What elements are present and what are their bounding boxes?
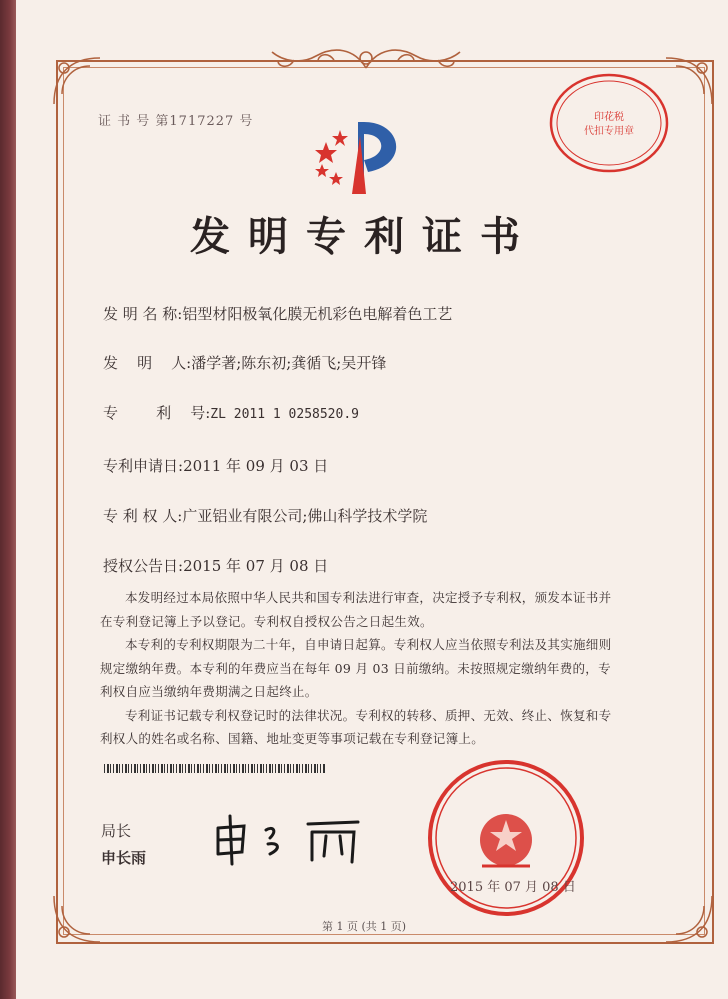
field-value: 2011 年 09 月 03 日 <box>183 457 329 475</box>
certificate-body <box>100 586 620 751</box>
body-paragraph: 专利证书记载专利权登记时的法律状况。专利权的转移、质押、无效、终止、恢复和专利权人的姓名或名称、国籍、地址变更等事项记载在专利登记簿上。 <box>100 707 612 746</box>
corner-ornament-bottom-left-icon <box>50 886 110 946</box>
field-value: 广亚铝业有限公司;佛山科学技术学院 <box>182 507 428 525</box>
field-patentee <box>103 505 427 526</box>
certificate-number: 证 书 号 第1717227 号 <box>98 114 254 129</box>
corner-ornament-top-left-icon <box>50 54 110 114</box>
body-paragraph: 本专利的专利权期限为二十年，自申请日起算。专利权人应当依照专利法及其实施细则规定缴纳年费。本专利的年费应当在每年 09 月 03 日前缴纳。未按照规定缴纳年费的，专利权自应当缴纳年费期满之日起终止。 <box>100 637 612 699</box>
signature-icon <box>208 808 368 868</box>
fee-stamp-icon <box>548 72 670 174</box>
seal-date: 2015 年 07 月 08 日 <box>450 880 576 895</box>
field-patent-number <box>103 402 359 423</box>
certificate-title: 发明专利证书 <box>190 213 538 260</box>
field-label: 发 明 人: <box>103 354 192 372</box>
field-value: 铝型材阳极氧化膜无机彩色电解着色工艺 <box>182 305 453 323</box>
field-grant-date <box>103 555 328 576</box>
field-label: 授权公告日: <box>103 557 184 575</box>
director-name: 申长雨 <box>101 849 147 867</box>
patent-office-logo-icon <box>306 112 420 198</box>
field-label: 专 利 权 人: <box>103 507 183 525</box>
page-number: 第 1 页 (共 1 页) <box>321 920 407 933</box>
svg-text:印花税: 印花税 <box>594 112 624 123</box>
field-value: 潘学著;陈东初;龚循飞;吴开锋 <box>191 354 387 372</box>
field-label: 专利申请日: <box>103 457 184 475</box>
field-label: 专 利 号: <box>103 404 211 422</box>
barcode-icon <box>104 764 326 773</box>
top-ornament-icon <box>254 38 478 78</box>
field-value: ZL 2011 1 0258520.9 <box>210 407 359 422</box>
corner-ornament-bottom-right-icon <box>656 886 716 946</box>
svg-text:代扣专用章: 代扣专用章 <box>584 126 634 137</box>
director-title: 局长 <box>101 822 132 840</box>
field-label: 发 明 名 称: <box>103 305 183 323</box>
body-paragraph: 本发明经过本局依照中华人民共和国专利法进行审查，决定授予专利权，颁发本证书并在专利登记簿上予以登记。专利权自授权公告之日起生效。 <box>100 590 612 629</box>
binding-edge <box>0 0 16 999</box>
field-invention-name <box>103 303 452 324</box>
field-inventors <box>103 352 386 373</box>
field-value: 2015 年 07 月 08 日 <box>183 557 329 575</box>
field-application-date <box>103 455 328 476</box>
